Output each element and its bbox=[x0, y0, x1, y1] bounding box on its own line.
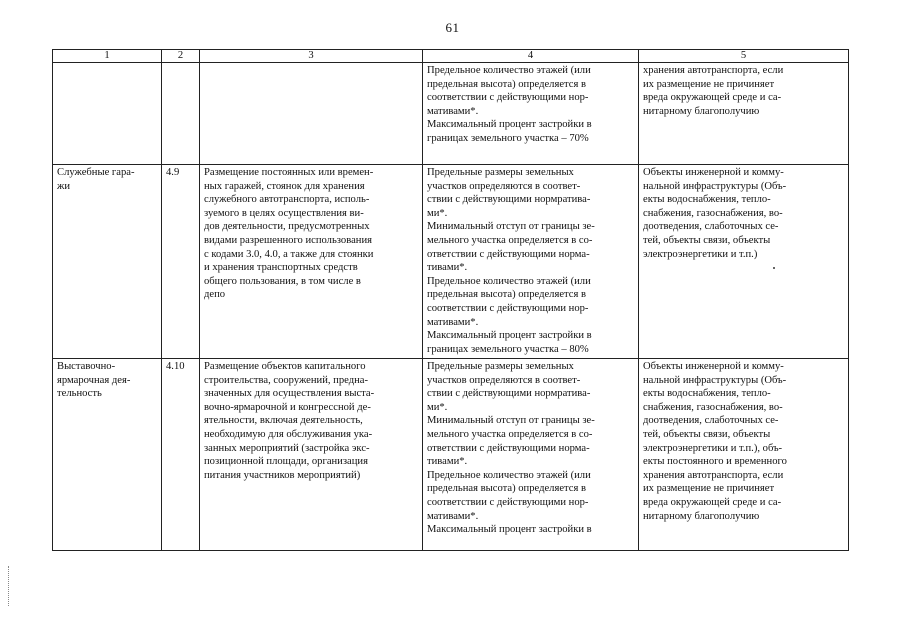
text-line: Предельные размеры земельных bbox=[427, 361, 574, 372]
text-line: мативами*. bbox=[427, 105, 479, 117]
text-line: Предельные размеры земельных bbox=[427, 167, 574, 178]
text-line: екты постоянного и временного bbox=[643, 456, 787, 468]
scan-edge-marks bbox=[8, 566, 11, 606]
text-line: строительства, сооружений, предна- bbox=[204, 374, 368, 386]
text-line: мельного участка определяется в со- bbox=[427, 428, 593, 440]
text-line: и хранения транспортных средств bbox=[204, 262, 358, 274]
objects-cell bbox=[639, 359, 849, 551]
text-line: мельного участка определяется в со- bbox=[427, 234, 593, 246]
text-line: Предельное количество этажей (или bbox=[427, 275, 591, 287]
description-cell bbox=[200, 63, 423, 165]
text-line: Предельное количество этажей (или bbox=[427, 65, 591, 76]
text-line: с кодами 3.0, 4.0, а также для стоянки bbox=[204, 248, 374, 260]
parameters-cell bbox=[423, 63, 639, 165]
text-line: питания участников мероприятий) bbox=[204, 469, 361, 481]
text-line: соответствии с действующими нор- bbox=[427, 302, 589, 314]
text-line: снабжения, газоснабжения, во- bbox=[643, 207, 783, 219]
text-line: их размещение не причиняет bbox=[643, 78, 775, 90]
text-line: видами разрешенного использования bbox=[204, 234, 372, 246]
text-line: соответствии с действующими нор- bbox=[427, 92, 589, 104]
text-line: екты водоснабжения, тепло- bbox=[643, 388, 771, 400]
use-name-cell bbox=[53, 359, 162, 551]
description-cell bbox=[200, 359, 423, 551]
text-line: вочно-ярмарочной и конгрессной де- bbox=[204, 401, 371, 413]
text-line: ответствии с действующими норма- bbox=[427, 442, 590, 454]
text-line: необходимую для обслуживания ука- bbox=[204, 428, 373, 440]
text-line: Выставочно- bbox=[57, 361, 116, 372]
parameters-cell bbox=[423, 165, 639, 359]
text-line: нальной инфраструктуры (Объ- bbox=[643, 180, 787, 192]
text-line: нитарному благополучию bbox=[643, 510, 760, 522]
text-line: общего пользования, в том числе в bbox=[204, 275, 361, 287]
text-line: электроэнергетики и т.п.), объ- bbox=[643, 442, 783, 454]
text-line: мативами*. bbox=[427, 510, 479, 522]
text-line: Объекты инженерной и комму- bbox=[643, 361, 784, 372]
land-use-table bbox=[52, 49, 849, 551]
parameters-cell bbox=[423, 359, 639, 551]
text-line: нальной инфраструктуры (Объ- bbox=[643, 374, 787, 386]
text-line: границах земельного участка – 80% bbox=[427, 343, 589, 355]
text-line: тивами*. bbox=[427, 456, 468, 468]
column-number-1: 1 bbox=[53, 50, 162, 63]
text-line: Максимальный процент застройки в bbox=[427, 119, 592, 131]
text-line: их размещение не причиняет bbox=[643, 483, 775, 495]
use-name-cell bbox=[53, 165, 162, 359]
text-line: дов деятельности, предусмотренных bbox=[204, 221, 370, 233]
use-name-cell bbox=[53, 63, 162, 165]
scan-speck bbox=[773, 267, 775, 269]
description-cell bbox=[200, 165, 423, 359]
text-line: границах земельного участка – 70% bbox=[427, 132, 589, 144]
table-header-row bbox=[53, 50, 849, 63]
column-number-2: 2 bbox=[162, 50, 200, 63]
text-line: Максимальный процент застройки в bbox=[427, 524, 592, 536]
page-number: 61 bbox=[445, 20, 460, 35]
use-code-cell bbox=[162, 63, 200, 165]
objects-cell bbox=[639, 63, 849, 165]
text-line: екты водоснабжения, тепло- bbox=[643, 194, 771, 206]
text-line: Размещение постоянных или времен- bbox=[204, 167, 374, 178]
text-line: ных гаражей, стоянок для хранения bbox=[204, 180, 365, 192]
text-line: жи bbox=[57, 180, 70, 192]
text-line: электроэнергетики и т.п.) bbox=[643, 248, 758, 260]
use-code-cell: 4.10 bbox=[162, 359, 200, 551]
text-line: участков определяются в соответ- bbox=[427, 374, 581, 386]
text-line: служебного автотранспорта, исполь- bbox=[204, 194, 370, 206]
column-number-5: 5 bbox=[639, 50, 849, 63]
text-line: доотведения, слаботочных се- bbox=[643, 221, 779, 233]
text-line: значенных для осуществления выста- bbox=[204, 388, 375, 400]
text-line: ствии с действующими нормратива- bbox=[427, 194, 591, 206]
text-line: предельная высота) определяется в bbox=[427, 78, 587, 90]
column-number-3: 3 bbox=[200, 50, 423, 63]
text-line: Объекты инженерной и комму- bbox=[643, 167, 784, 178]
table-row bbox=[53, 359, 849, 551]
text-line: Максимальный процент застройки в bbox=[427, 330, 592, 342]
text-line: ми*. bbox=[427, 207, 448, 219]
text-line: тельность bbox=[57, 388, 102, 400]
text-line: тей, объекты связи, объекты bbox=[643, 234, 771, 246]
text-line: тивами*. bbox=[427, 262, 468, 274]
text-line: предельная высота) определяется в bbox=[427, 289, 587, 301]
text-line: депо bbox=[204, 289, 226, 301]
text-line: ответствии с действующими норма- bbox=[427, 248, 590, 260]
text-line: занных мероприятий (застройка экс- bbox=[204, 442, 370, 454]
text-line: предельная высота) определяется в bbox=[427, 483, 587, 495]
use-code-cell: 4.9 bbox=[162, 165, 200, 359]
text-line: Минимальный отступ от границы зе- bbox=[427, 415, 595, 427]
text-line: хранения автотранспорта, если bbox=[643, 65, 784, 76]
text-line: ярмарочная дея- bbox=[57, 374, 131, 386]
text-line: хранения автотранспорта, если bbox=[643, 469, 784, 481]
text-line: Служебные гара- bbox=[57, 167, 135, 178]
text-line: позиционной площади, организация bbox=[204, 456, 368, 468]
text-line: Минимальный отступ от границы зе- bbox=[427, 221, 595, 233]
text-line: доотведения, слаботочных се- bbox=[643, 415, 779, 427]
text-line: нитарному благополучию bbox=[643, 105, 760, 117]
text-line: участков определяются в соответ- bbox=[427, 180, 581, 192]
text-line: вреда окружающей среде и са- bbox=[643, 496, 782, 508]
table-row bbox=[53, 165, 849, 359]
text-line: соответствии с действующими нор- bbox=[427, 496, 589, 508]
text-line: мативами*. bbox=[427, 316, 479, 328]
text-line: Размещение объектов капитального bbox=[204, 361, 366, 372]
text-line: ствии с действующими нормратива- bbox=[427, 388, 591, 400]
text-line: зуемого в целях осуществления ви- bbox=[204, 207, 364, 219]
table-row bbox=[53, 63, 849, 165]
objects-cell bbox=[639, 165, 849, 359]
column-number-4: 4 bbox=[423, 50, 639, 63]
text-line: снабжения, газоснабжения, во- bbox=[643, 401, 783, 413]
text-line: Предельное количество этажей (или bbox=[427, 469, 591, 481]
text-line: вреда окружающей среде и са- bbox=[643, 92, 782, 104]
text-line: тей, объекты связи, объекты bbox=[643, 428, 771, 440]
text-line: ятельности, включая деятельность, bbox=[204, 415, 363, 427]
text-line: ми*. bbox=[427, 401, 448, 413]
